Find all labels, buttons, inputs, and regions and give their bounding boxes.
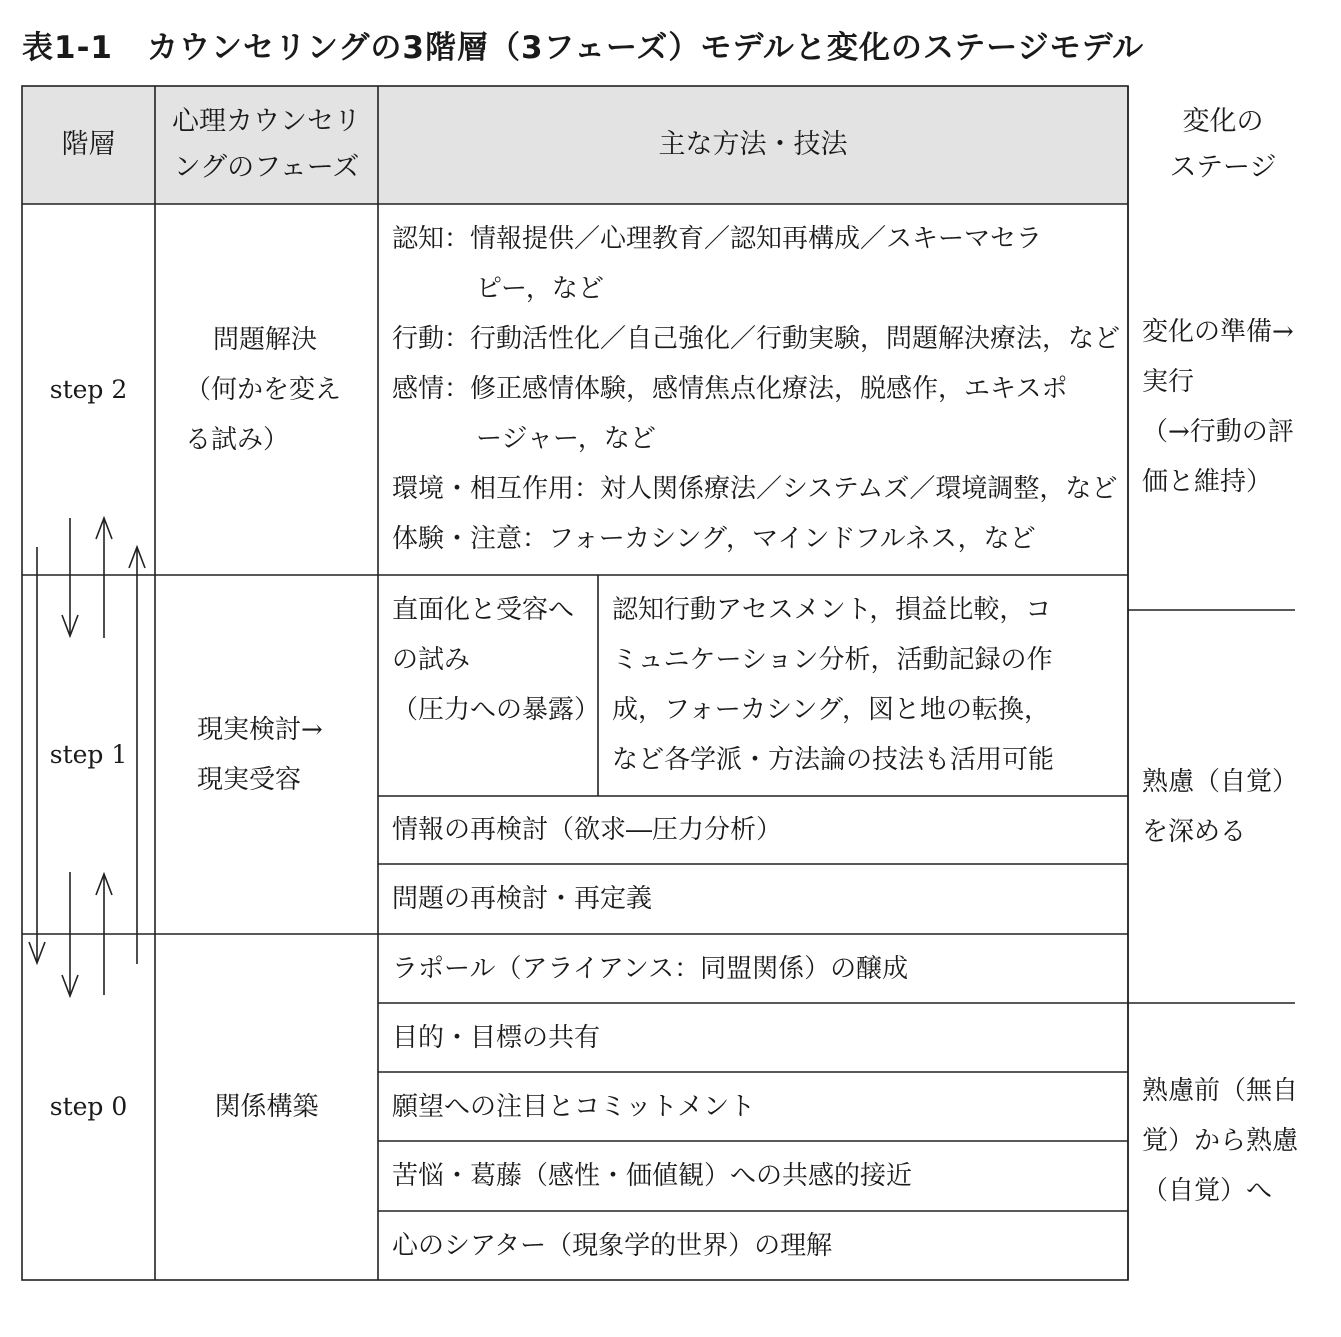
step2-level [22,204,155,575]
step0-level-label: step 0 [49,1092,128,1121]
step2-stage-line: （→行動の評 [1142,417,1294,447]
step2-method-line: ージャー，など [476,424,656,454]
step0-row [378,934,1128,1003]
step1-stage-line: を深める [1142,817,1247,847]
step2-phase-line: （何かを変え [185,374,342,405]
step0-row-text: 願望への注目とコミットメント [392,1091,756,1122]
step2-method-line: 環境・相互作用：対人関係療法／システムズ／環境調整，など [392,474,1118,504]
step1-sub-method-line: 成，フォーカシング，図と地の転換， [612,695,1050,725]
step2-stage-line: 変化の準備→ [1142,317,1294,347]
step1-level-label: step 1 [49,739,128,769]
step0-phase-label: 関係構築 [214,1092,319,1122]
header-phase-line: ングのフェーズ [173,152,360,183]
step2-method-line: 感情：修正感情体験，感情焦点化療法，脱感作，エキスポ [392,374,1068,404]
step1-phase-line: 現実受容 [197,764,302,795]
step0-stage-line: （自覚）へ [1142,1176,1273,1206]
step0-level [22,934,155,1280]
step0-row [378,1072,1128,1141]
step0-stage [1142,1066,1332,1216]
step2-phase-line: る試み） [185,424,290,455]
step1-sub-methods [598,585,1128,785]
step2-phase [155,204,378,575]
step2-level-label: step 2 [49,374,128,404]
step1-sub-label [378,585,601,735]
step1-stage-line: 熟慮（自覚） [1142,767,1299,797]
step2-stage [1142,307,1332,507]
step2-method-line: 行動：行動活性化／自己強化／行動実験，問題解決療法，など [392,324,1121,354]
step1-sub-label-line: 直面化と受容へ [392,595,575,625]
step2-phase-line: 問題解決 [213,324,318,355]
step2-stage-line: 価と維持） [1142,467,1273,497]
header-phase [155,86,378,204]
step1-sub-method-line: など各学派・方法論の技法も活用可能 [612,745,1055,775]
header-methods-label: 主な方法・技法 [658,129,848,160]
header-phase-line: 心理カウンセリ [172,106,361,137]
step0-row-text: 目的・目標の共有 [392,1022,601,1053]
step0-row [378,1211,1128,1280]
step2-method-line: 体験・注意：フォーカシング，マインドフルネス，など [392,524,1036,554]
step1-stage [1142,757,1332,857]
step1-sub-label-line: の試み [392,645,471,675]
step1-level [22,575,155,934]
step1-sub-method-line: ミュニケーション分析，活動記録の作 [612,645,1053,675]
step2-method-line: ピー，など [476,274,604,304]
step1-row [378,864,1128,934]
header-stage [1128,86,1318,204]
step0-stage-line: 覚）から熟慮 [1142,1126,1299,1156]
header-stage-line: 変化の [1182,106,1264,137]
step0-row [378,1141,1128,1211]
step2-method-line: 認知：情報提供／心理教育／認知再構成／スキーマセラ [392,224,1043,254]
step0-row-text: 心のシアター（現象学的世界）の理解 [392,1230,833,1261]
step1-phase [155,575,378,934]
step0-row [378,1003,1128,1072]
header-stage-line: ステージ [1169,152,1277,183]
step1-sub-method-line: 認知行動アセスメント，損益比較，コ [612,595,1052,625]
step1-phase-line: 現実検討→ [197,714,323,745]
step2-stage-line: 実行 [1142,367,1195,397]
step0-phase [155,934,378,1280]
step2-methods [378,214,1128,564]
step0-row-text: ラポール（アライアンス：同盟関係）の醸成 [392,953,909,984]
header-level [22,86,155,204]
step1-row-text: 情報の再検討（欲求―圧力分析） [392,815,783,845]
table-title-text: カウンセリングの3階層（3フェーズ）モデルと変化のステージモデル [147,30,1145,66]
table-number: 表1-1 [22,30,114,66]
header-methods [378,86,1128,204]
step0-stage-line: 熟慮前（無自 [1142,1076,1299,1106]
header-level-label: 階層 [61,129,116,160]
step1-sub-label-line: （圧力への暴露） [392,695,601,725]
step1-row-text: 問題の再検討・再定義 [392,884,653,914]
step0-row-text: 苦悩・葛藤（感性・価値観）への共感的接近 [392,1161,913,1191]
step1-row [378,796,1128,864]
